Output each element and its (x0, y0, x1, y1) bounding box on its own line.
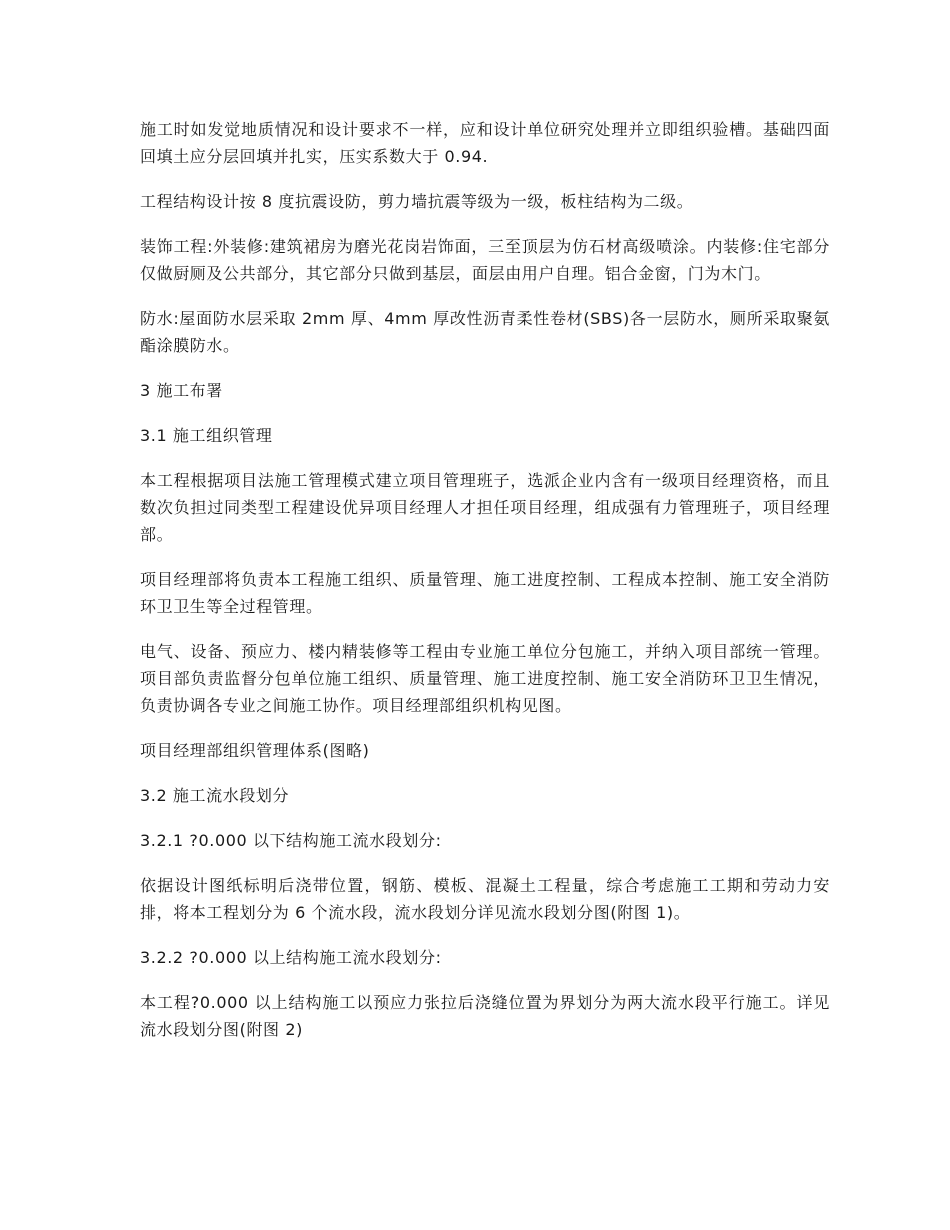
paragraph-org-chart-note: 项目经理部组织管理体系(图略) (140, 741, 370, 760)
paragraph-subcontracting: 电气、设备、预应力、楼内精装修等工程由专业施工单位分包施工，并纳入项目部统一管理。项目部负责监督分包单位施工组织、质量管理、施工进度控制、施工安全消防环卫卫生情况，负责协调各专业之间施工协作。项目经理部组织机构见图。 (140, 642, 830, 715)
paragraph-foundation-backfill: 施工时如发觉地质情况和设计要求不一样，应和设计单位研究处理并立即组织验槽。基础四面回填土应分层回填并扎实，压实系数大于 0.94. (140, 120, 830, 166)
section-heading-construction-layout: 3 施工布署 (140, 381, 223, 400)
paragraph-project-team: 本工程根据项目法施工管理模式建立项目管理班子，选派企业内含有一级项目经理资格，而且数次负担过同类型工程建设优异项目经理人才担任项目经理，组成强有力管理班子，项目经理部。 (140, 471, 830, 544)
section-heading-organization-management: 3.1 施工组织管理 (140, 426, 273, 445)
paragraph-waterproofing: 防水:屋面防水层采取 2mm 厚、4mm 厚改性沥青柔性卷材(SBS)各一层防水，厕所采取聚氨酯涂膜防水。 (140, 309, 830, 355)
paragraph-above-zero-division: 本工程?0.000 以上结构施工以预应力张拉后浇缝位置为界划分为两大流水段平行施工。详见流水段划分图(附图 2) (140, 993, 830, 1039)
subsection-heading-above-zero: 3.2.2 ?0.000 以上结构施工流水段划分: (140, 948, 442, 967)
paragraph-manager-responsibilities: 项目经理部将负责本工程施工组织、质量管理、施工进度控制、工程成本控制、施工安全消防环卫卫生等全过程管理。 (140, 570, 830, 616)
paragraph-seismic-design: 工程结构设计按 8 度抗震设防，剪力墙抗震等级为一级，板柱结构为二级。 (140, 192, 694, 211)
document-body (140, 116, 830, 1061)
subsection-heading-below-zero: 3.2.1 ?0.000 以下结构施工流水段划分: (140, 831, 442, 850)
section-heading-flow-sections: 3.2 施工流水段划分 (140, 786, 290, 805)
paragraph-below-zero-division: 依据设计图纸标明后浇带位置，钢筋、模板、混凝土工程量，综合考虑施工工期和劳动力安排，将本工程划分为 6 个流水段，流水段划分详见流水段划分图(附图 1)。 (140, 876, 830, 922)
paragraph-decoration: 装饰工程:外装修:建筑裙房为磨光花岗岩饰面，三至顶层为仿石材高级喷涂。内装修:住宅部分仅做厨厕及公共部分，其它部分只做到基层，面层由用户自理。铝合金窗，门为木门。 (140, 237, 830, 283)
